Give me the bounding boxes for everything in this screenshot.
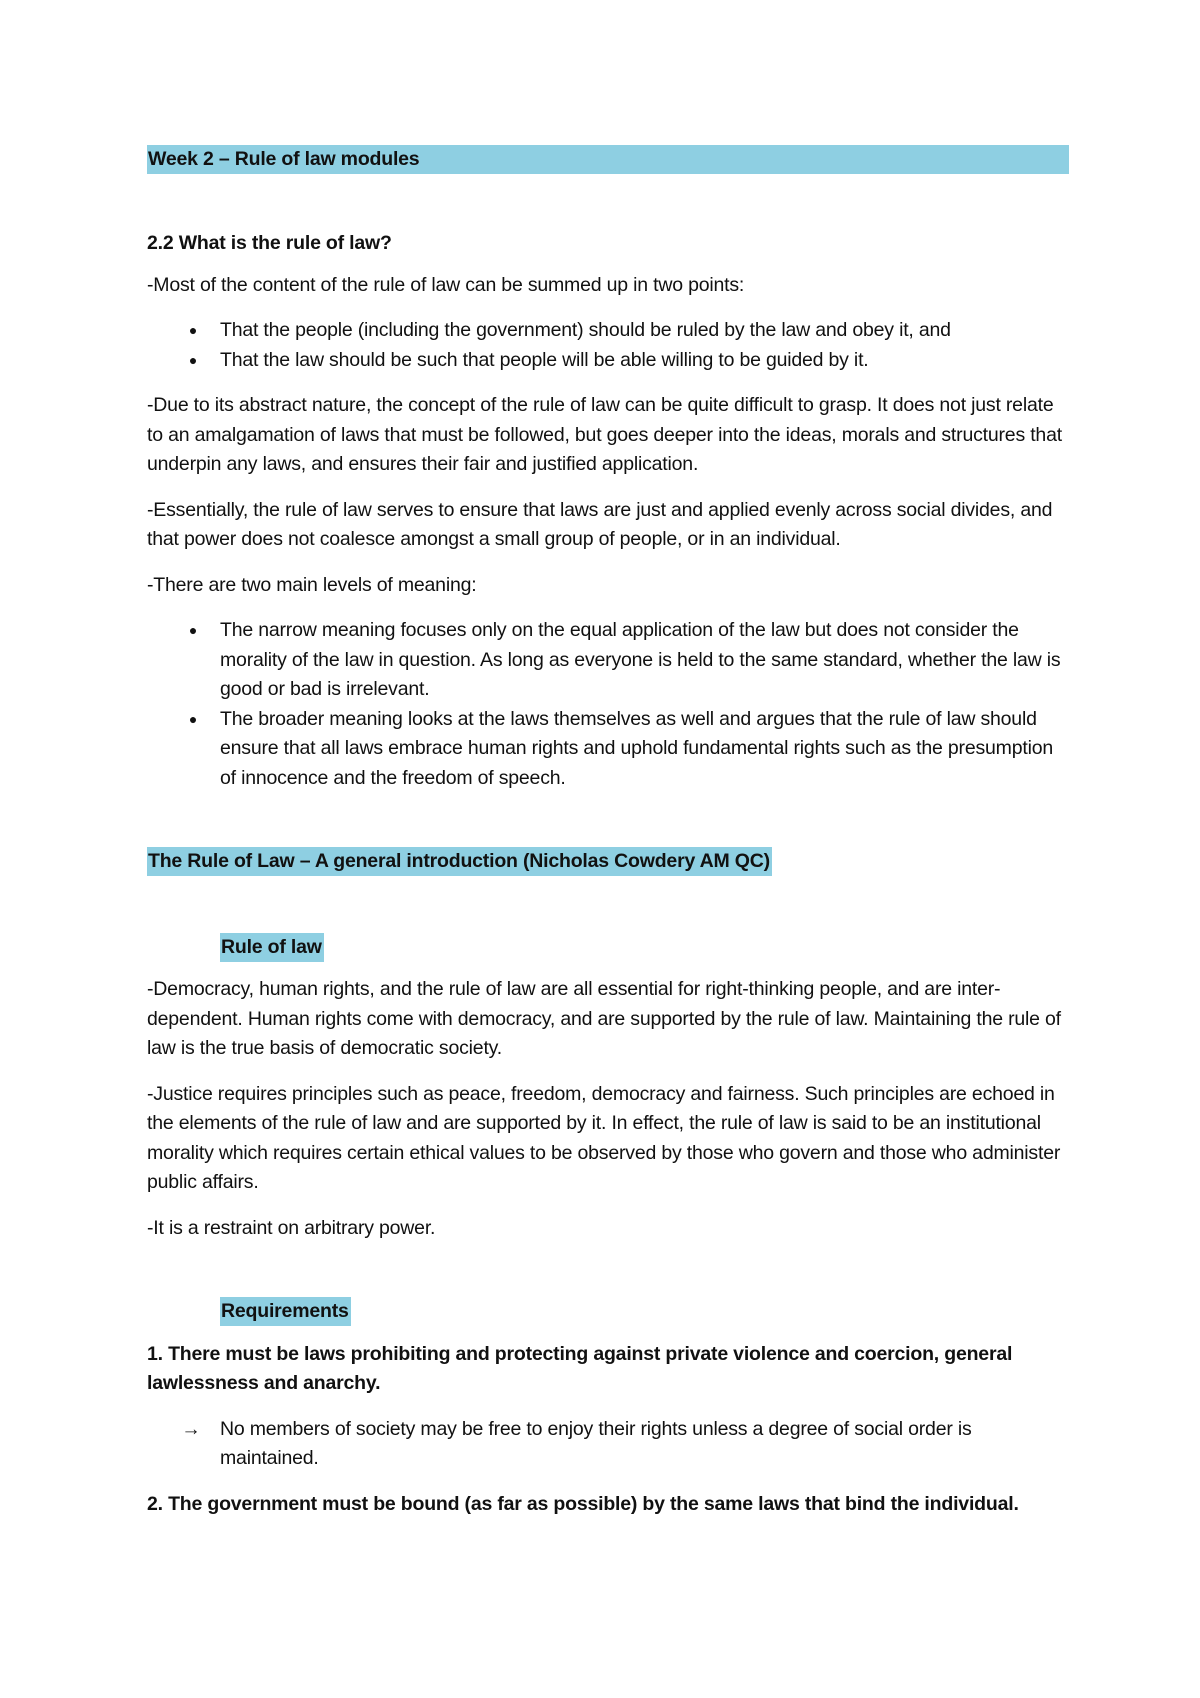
document-body <box>147 145 1069 1535</box>
democracy-paragraph: -Democracy, human rights, and the rule of law are all essential for right-thinking people, and are inter-dependent. Human rights come with democracy, and are supported by the rule of law. Maintaining the rule of law is the true basis of democratic society. <box>147 978 1061 1059</box>
bullet-icon: ● <box>188 622 198 638</box>
requirement-1-note: → No members of society may be free to enjoy their rights unless a degree of social order is maintained. <box>147 1415 1069 1474</box>
requirement-2: 2. The government must be bound (as far as possible) by the same laws that bind the individual. <box>147 1492 1019 1515</box>
what-is-rule-of-law-heading: 2.2 What is the rule of law? <box>147 232 392 254</box>
restraint-paragraph: -It is a restraint on arbitrary power. <box>147 1216 436 1239</box>
list-item: ● That the law should be such that people will be able willing to be guided by it. <box>147 346 1069 376</box>
week-title-banner: Week 2 – Rule of law modules <box>147 145 1069 174</box>
list-item: ● The narrow meaning focuses only on the equal application of the law but does not consider the morality of the law in question. As long as everyone is held to the same standard, whether the law is good or bad is irrelevant. <box>147 616 1069 705</box>
requirements-subheading-row <box>147 1297 1069 1327</box>
rule-of-law-subheading-row <box>147 933 1069 963</box>
bullet-icon: ● <box>188 351 198 368</box>
requirements-subheading: Requirements <box>220 1297 351 1326</box>
bullet-icon: ● <box>188 710 198 727</box>
intro-paragraph: -Most of the content of the rule of law can be summed up in two points: <box>147 273 745 296</box>
essentially-paragraph: -Essentially, the rule of law serves to ensure that laws are just and applied evenly across social divides, and that power does not coalesce amongst a small group of people, or in an individual. <box>147 498 1053 550</box>
cowdery-title-row <box>147 847 1069 877</box>
levels-of-meaning-list <box>147 616 1069 793</box>
abstract-nature-paragraph: -Due to its abstract nature, the concept of the rule of law can be quite difficult to grasp. It does not just relate to an amalgamation of laws that must be followed, but goes deeper into the ideas, morals and structures that underpin any laws, and ensures their fair and justified application. <box>147 394 1062 475</box>
justice-paragraph: -Justice requires principles such as peace, freedom, democracy and fairness. Such principles are echoed in the elements of the rule of law and are supported by it. In effect, the rule of law is said to be an institutional morality which requires certain ethical values to be observed by those who govern and those who administer public affairs. <box>147 1082 1061 1193</box>
arrow-right-icon: → <box>181 1417 201 1440</box>
levels-intro-paragraph: -There are two main levels of meaning: <box>147 573 477 596</box>
cowdery-title-banner: The Rule of Law – A general introduction (Nicholas Cowdery AM QC) <box>147 847 772 876</box>
bullet-icon: ● <box>188 322 198 338</box>
requirement-1: 1. There must be laws prohibiting and protecting against private violence and coercion, general lawlessness and anarchy. <box>147 1342 1013 1394</box>
list-item: ● That the people (including the government) should be ruled by the law and obey it, and <box>147 316 1069 346</box>
rule-of-law-subheading: Rule of law <box>220 933 324 962</box>
list-item: ● The broader meaning looks at the laws themselves as well and argues that the rule of law should ensure that all laws embrace human rights and uphold fundamental rights such as the presumption of innocence and the freedom of speech. <box>147 705 1069 794</box>
two-points-list <box>147 316 1069 375</box>
